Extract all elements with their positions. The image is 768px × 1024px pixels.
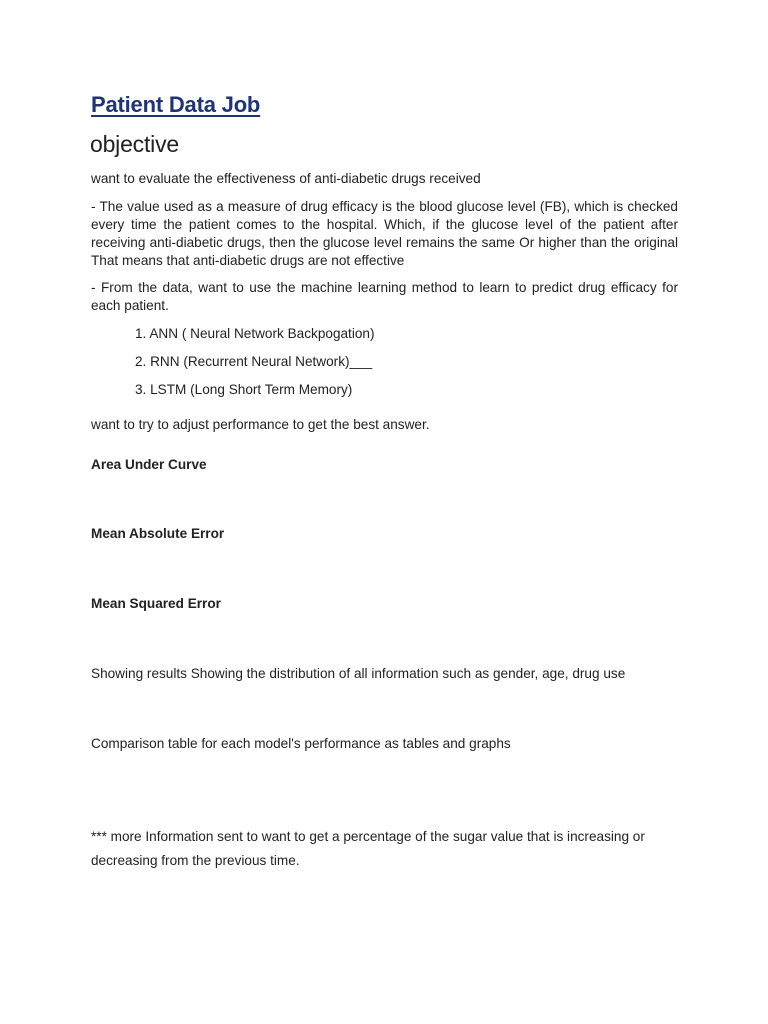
- metric-area-under-curve: Area Under Curve: [91, 457, 207, 472]
- paragraph-machine-learning: - From the data, want to use the machine learning method to learn to predict drug efficacy for each patient.: [91, 280, 678, 313]
- list-item-lstm: 3. LSTM (Long Short Term Memory): [135, 382, 353, 397]
- section-heading-objective: objective: [90, 131, 179, 157]
- list-item-rnn: 2. RNN (Recurrent Neural Network)___: [135, 354, 373, 369]
- metric-mean-absolute-error: Mean Absolute Error: [91, 526, 225, 541]
- list-item-ann: 1. ANN ( Neural Network Backpogation): [135, 326, 375, 341]
- results-distribution-text: Showing results Showing the distribution of all information such as gender, age, drug use: [91, 666, 626, 681]
- note-sugar-percentage: *** more Information sent to want to get a percentage of the sugar value that is increasing or decreasing from the previous time.: [91, 829, 645, 868]
- metric-mean-squared-error: Mean Squared Error: [91, 596, 221, 611]
- adjust-performance-text: want to try to adjust performance to get the best answer.: [91, 417, 430, 432]
- paragraph-drug-efficacy: - The value used as a measure of drug efficacy is the blood glucose level (FB), which is checked every time the patient comes to the hospital. Which, if the glucose level of the patient after receiving anti-diabetic drugs, then the glucose level remains the same Or higher than the original That means that anti-diabetic drugs are not effective: [91, 199, 678, 268]
- page-title: Patient Data Job: [91, 92, 261, 117]
- comparison-table-text: Comparison table for each model's performance as tables and graphs: [91, 736, 511, 751]
- intro-text: want to evaluate the effectiveness of anti-diabetic drugs received: [91, 171, 481, 186]
